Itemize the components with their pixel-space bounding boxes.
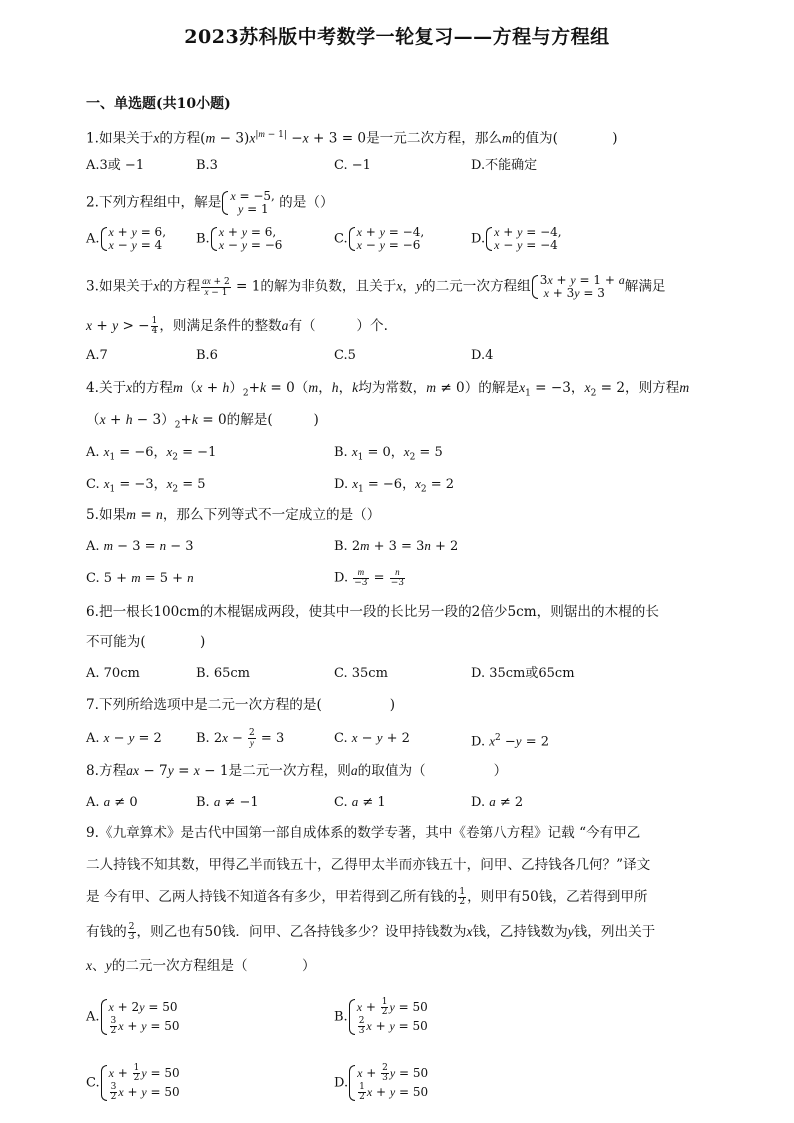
section-heading: 一、单选题(共10小题) [86,96,231,112]
question-9-option-b[interactable]: B. x + $\frac{1}{2}$ y = 50 $\frac{2}{3}$ x + y = 50 [334,997,428,1036]
question-4-option-a[interactable]: A. $x_1 = -6$，$x_2 = -1$ [86,444,217,463]
question-9-stem-line-4: 有钱的 $\frac{2}{3}$ ，则乙也有50钱．问甲、乙各持钱多少？设甲持钱数为x钱，乙持钱数为y钱，列出关于 [86,922,656,942]
question-3-stem-line-2: x + y > − $\frac{1}{4}$ ，则满足条件的整数a有（ ）个. [86,316,388,336]
question-8-option-a[interactable]: A. a ≠ 0 [86,794,138,810]
question-5-option-a[interactable]: A. m − 3 = n − 3 [86,538,194,554]
question-9-stem-line-5: x、y的二元一次方程组是（ ） [86,958,316,974]
page-title: 2023苏科版中考数学一轮复习——方程与方程组 [184,26,610,48]
question-3-option-c[interactable]: C.5 [334,348,356,363]
question-6-option-c[interactable]: C. 35cm [334,666,388,681]
question-9-option-d[interactable]: D. x + $\frac{2}{3}$ y = 50 $\frac{1}{2}$ x + y = 50 [334,1063,429,1102]
question-4-option-c[interactable]: C. $x_1 = -3$，$x_2 = 5$ [86,476,206,495]
question-8-stem: 8.方程ax − 7y = x − 1是二元一次方程，则a的取值为（ ） [86,763,508,779]
question-9-option-c[interactable]: C. x + $\frac{1}{2}$ y = 50 $\frac{3}{2}$ x + y = 50 [86,1063,180,1102]
question-4-stem-line-1: 4.关于x的方程$m(x + h)_2+k = 0(m$，h，k均为常数，m ≠ 0）的解是$x_1 = -3$，$x_2 = 2$，则方程m [86,380,690,399]
question-2-stem: 2.下列方程组中，解是 x = −5, y = 1 的是（） [86,189,334,216]
question-4-stem-line-2: $(x + h - 3)_2+k = 0$的解是( ) [86,412,319,431]
question-8-option-c[interactable]: C. a ≠ 1 [334,794,386,810]
question-6-stem-line-2: 不可能为( ) [86,634,206,650]
question-9-stem-line-3: 是 今有甲、乙两人持钱不知道各有多少，甲若得到乙所有钱的 $\frac{1}{2}$ ，则甲有50钱，乙若得到甲所 [86,887,648,907]
question-5-option-b[interactable]: B. 2m + 3 = 3n + 2 [334,538,459,554]
question-5-option-c[interactable]: C. 5 + m = 5 + n [86,570,194,586]
question-7-stem: 7.下列所给选项中是二元一次方程的是( ) [86,697,396,713]
question-3-stem-line-1: 3.如果关于x的方程 $\frac{ax + 2}{x - 1}$ = 1的解为非负数，且关于x，y的二元一次方程组 3x + y = 1 + a x + 3y = 3 解满足 [86,273,666,300]
question-8-option-b[interactable]: B. a ≠ −1 [196,794,259,810]
question-7-option-b[interactable]: B. 2x − $\frac{2}{y}$ = 3 [196,727,285,748]
question-1-option-d[interactable]: D.不能确定 [471,158,538,173]
question-7-option-c[interactable]: C. x − y + 2 [334,730,410,746]
question-1-option-c[interactable]: C. −1 [334,158,371,173]
question-5-option-d[interactable]: D. $\frac{m}{-3}$ = $\frac{n}{-3}$ [334,567,404,588]
question-2-option-b[interactable]: B. x + y = 6, x − y = −6 [196,225,283,252]
question-6-option-d[interactable]: D. 35cm或65cm [471,666,575,681]
question-5-stem: 5.如果m = n，那么下列等式不一定成立的是（） [86,507,381,523]
question-2-option-c[interactable]: C. x + y = −4, x − y = −6 [334,225,425,252]
question-7-option-a[interactable]: A. x − y = 2 [86,730,162,746]
question-3-option-a[interactable]: A.7 [86,348,108,363]
question-6-option-a[interactable]: A. 70cm [86,666,140,681]
question-9-stem-line-2: 二人持钱不知其数，甲得乙半而钱五十，乙得甲太半而亦钱五十，问甲、乙持钱各几何？”译文 [86,857,651,873]
question-1-option-b[interactable]: B.3 [196,158,218,173]
question-1-stem: 1.如果关于x的方程$(m - 3)x^{|m - 1|} -x + 3 = 0$是一元二次方程，那么m的值为( ) [86,129,618,147]
question-9-stem-line-1: 9.《九章算术》是古代中国第一部自成体系的数学专著，其中《卷第八方程》记载 “今有甲乙 [86,825,641,841]
question-7-option-d[interactable]: D. $x^2 -y = 2$ [471,733,549,750]
question-4-option-d[interactable]: D. $x_1 = -6$，$x_2 = 2$ [334,476,455,495]
question-6-option-b[interactable]: B. 65cm [196,666,250,681]
question-6-stem-line-1: 6.把一根长100cm的木棍锯成两段，使其中一段的长比另一段的2倍少5cm，则锯出的木棍的长 [86,604,659,620]
question-8-option-d[interactable]: D. a ≠ 2 [471,794,524,810]
question-2-option-d[interactable]: D. x + y = −4, x − y = −4 [471,225,562,252]
question-4-option-b[interactable]: B. $x_1 = 0$，$x_2 = 5$ [334,444,443,463]
question-3-option-b[interactable]: B.6 [196,348,218,363]
question-2-option-a[interactable]: A. x + y = 6, x − y = 4 [86,225,167,252]
question-1-option-a[interactable]: A.3或 −1 [86,158,145,173]
question-9-option-a[interactable]: A. x + 2y = 50 $\frac{3}{2}$ x + y = 50 [86,1000,180,1036]
question-3-option-d[interactable]: D.4 [471,348,494,363]
